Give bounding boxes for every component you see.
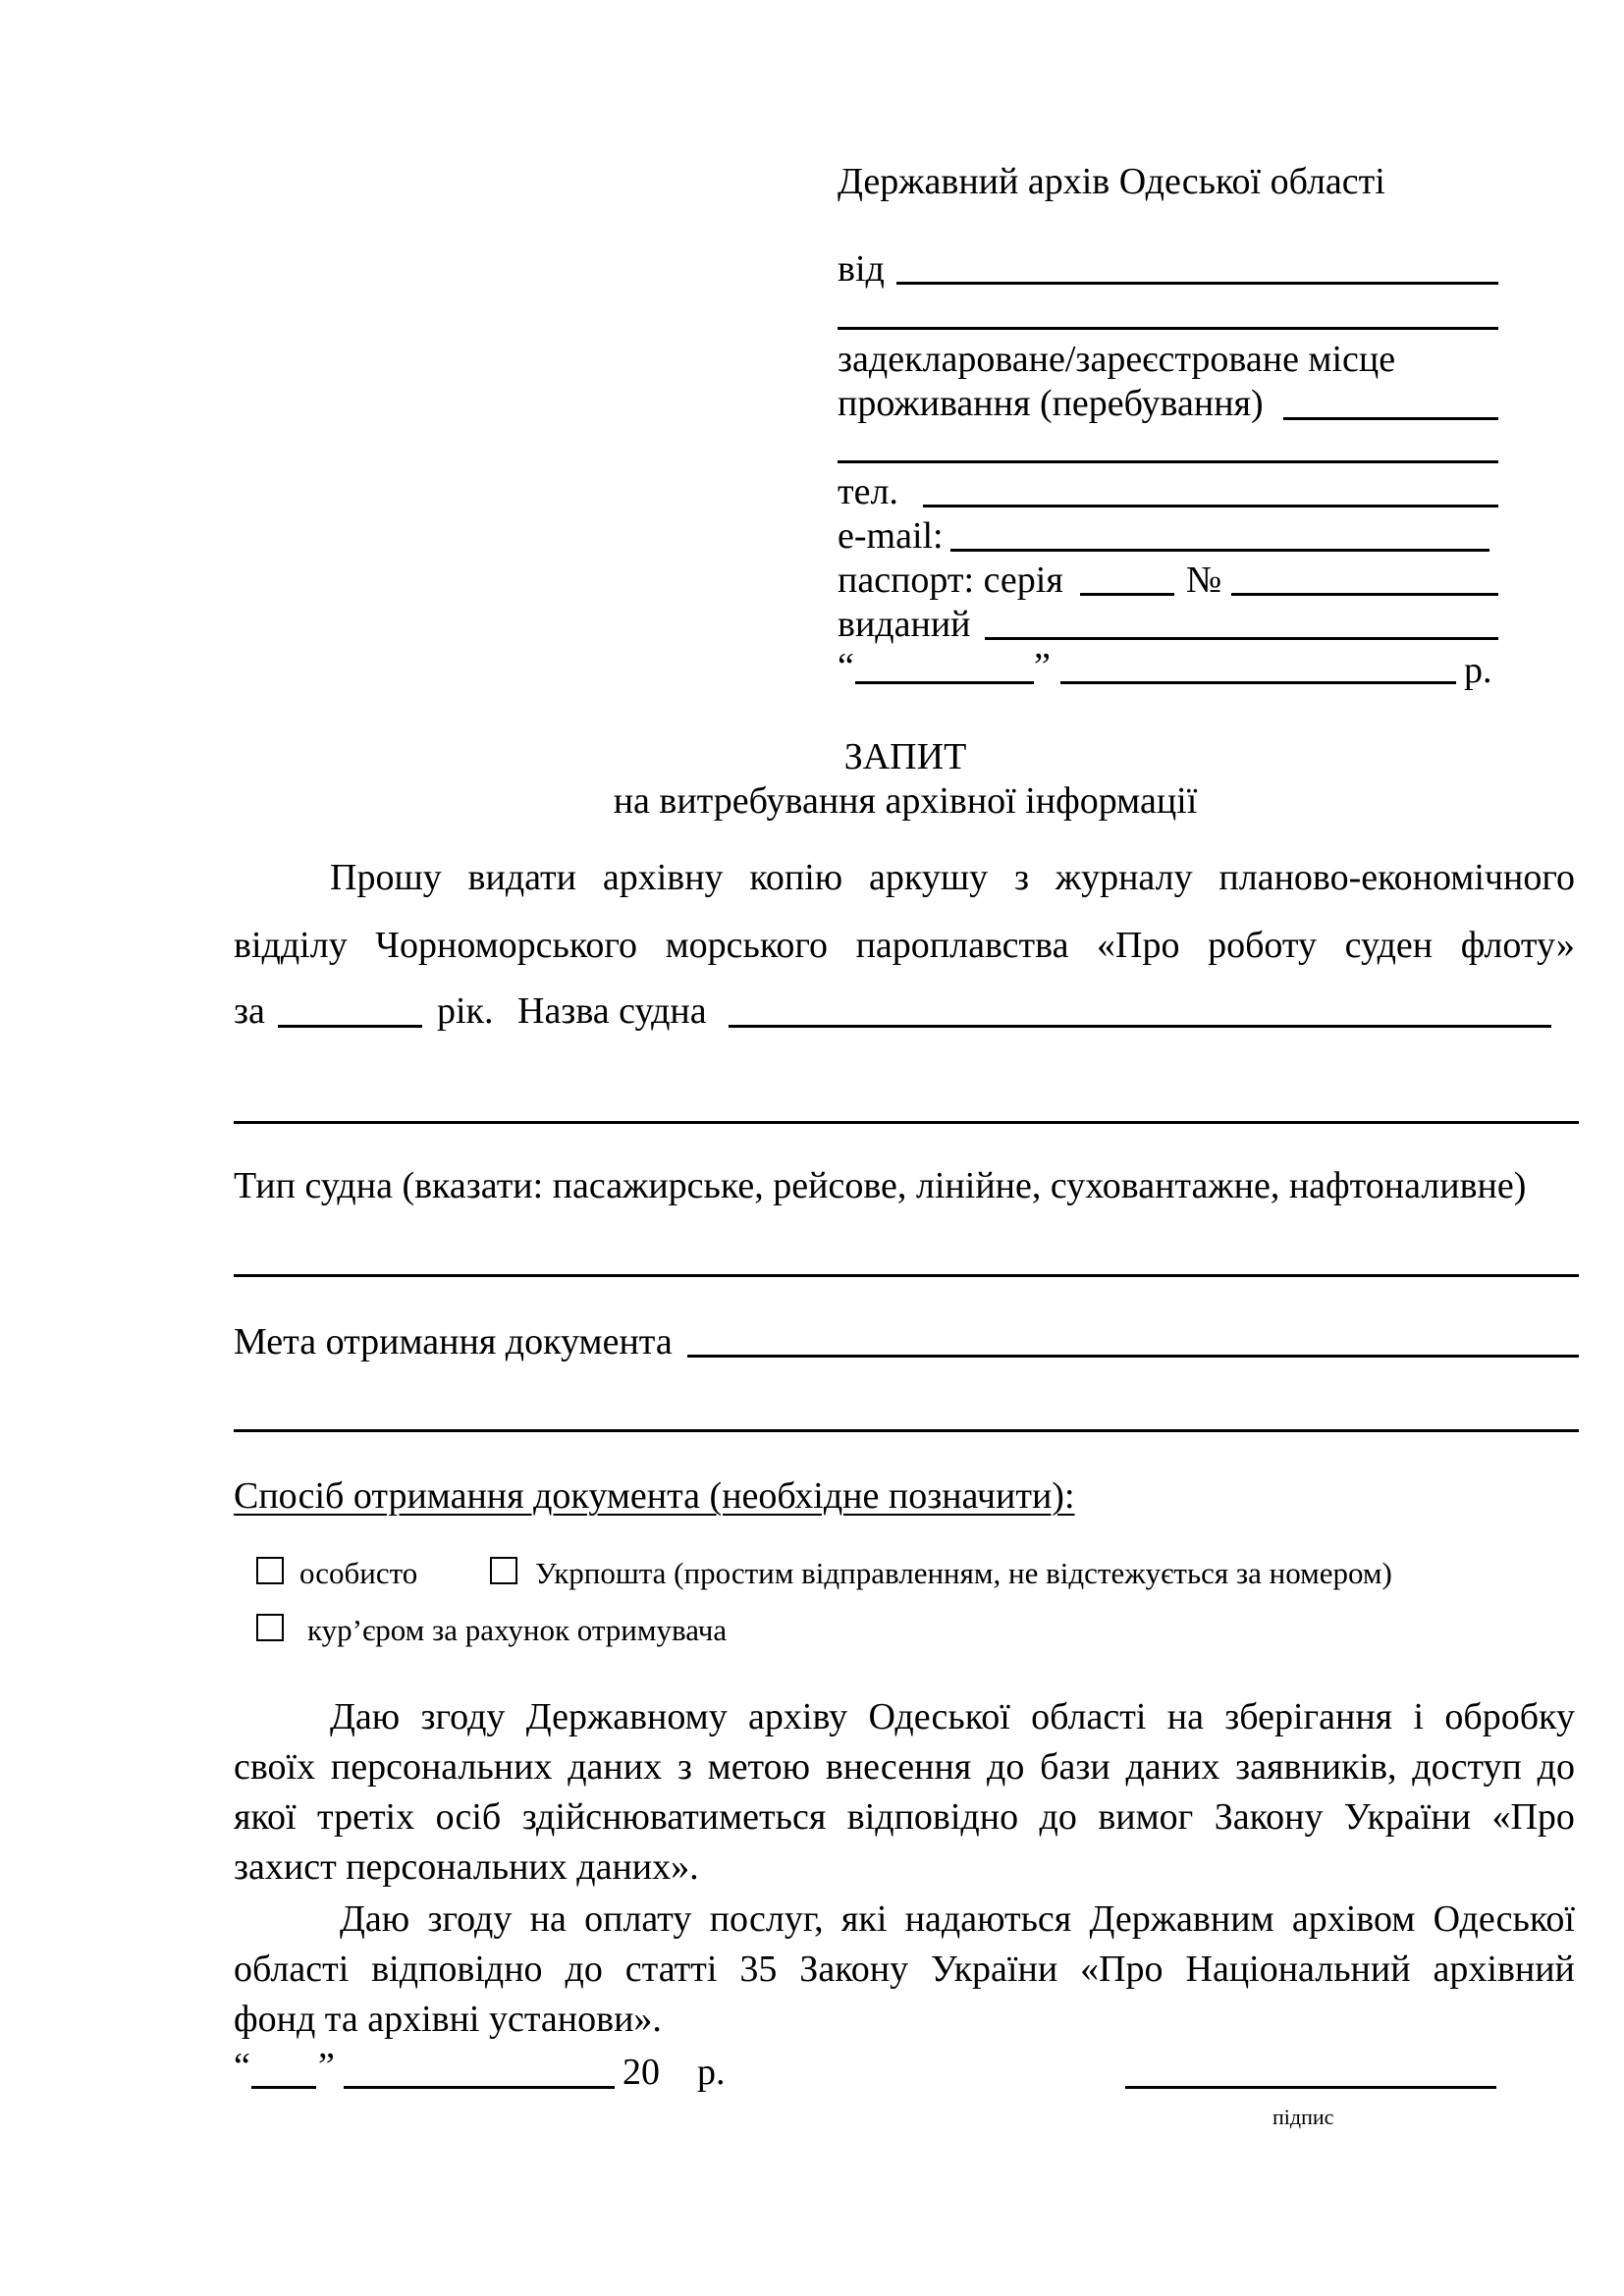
checkbox-courier[interactable] [256,1614,284,1641]
purpose-field[interactable] [687,1355,1579,1358]
consent-p1-line-4: захист персональних даних». [234,1846,699,1888]
footer-year-prefix: 20 [623,2052,660,2093]
email-field[interactable] [950,549,1489,552]
ship-name-field-continued[interactable] [234,1121,1579,1124]
footer-month-field[interactable] [344,2086,615,2089]
year-field[interactable] [278,1025,422,1028]
issued-date-field[interactable] [1060,681,1456,684]
ship-type-label: Тип судна (вказати: пасажирське, рейсове, лінійне, суховантажне, нафтоналивне) [234,1165,1527,1206]
option-courier-label: кур’єром за рахунок отримувача [307,1613,728,1647]
ship-name-field[interactable] [729,1025,1551,1028]
residence-label-line2: проживання (перебування) [838,383,1264,424]
from-field[interactable] [896,282,1498,285]
open-quote: “ [838,646,854,687]
ship-name-label: Назва судна [517,990,707,1032]
consent-p1-line-2: своїх персональних даних з метою внесення до бази даних заявників, доступ до [234,1746,1575,1788]
residence-field-continued[interactable] [838,460,1498,463]
residence-label-line1: задеклароване/зареєстроване місце [838,339,1396,380]
residence-field[interactable] [1283,417,1498,420]
footer-year-suffix: р. [697,2052,726,2093]
delivery-heading: Спосіб отримання документа (необхідне позначити): [234,1475,1075,1517]
email-label: e-mail: [838,515,944,557]
option-ukrposhta-label: Укрпошта (простим відправленням, не відстежується за номером) [535,1556,1392,1590]
year-label: рік. [437,990,494,1032]
checkbox-in-person[interactable] [256,1557,284,1584]
from-label: від [838,248,885,290]
option-in-person-label: особисто [299,1556,418,1590]
close-quote: ” [1034,646,1051,687]
number-sign: № [1186,560,1222,601]
issued-day-field[interactable] [855,681,1034,684]
footer-open-quote: “ [234,2046,250,2087]
ship-type-field[interactable] [234,1274,1579,1277]
footer-close-quote: ” [318,2046,335,2087]
document-title: ЗАПИТ [843,736,967,777]
issued-field[interactable] [985,637,1498,640]
phone-field[interactable] [923,505,1498,507]
issued-label: виданий [838,604,971,645]
purpose-label: Мета отримання документа [234,1321,673,1362]
request-line-1: Прошу видати архівну копію аркушу з журналу планово-економічного [330,857,1575,898]
checkbox-ukrposhta[interactable] [490,1557,517,1584]
purpose-field-continued[interactable] [234,1429,1579,1432]
passport-number-field[interactable] [1231,593,1498,596]
from-field-continued[interactable] [838,327,1498,330]
consent-p2-line-2: області відповідно до статті 35 Закону України «Про Національний архівний [234,1949,1575,1990]
for-label: за [234,990,265,1032]
consent-p2-line-3: фонд та архівні установи». [234,1999,662,2040]
passport-series-field[interactable] [1080,593,1174,596]
consent-p1-line-1: Даю згоду Державному архіву Одеської області на зберігання і обробку [330,1696,1575,1737]
document-subtitle: на витребування архівної інформації [613,780,1198,822]
year-suffix: р. [1464,650,1492,691]
signature-field[interactable] [1125,2086,1496,2089]
consent-p1-line-3: якої третіх осіб здійснюватиметься відповідно до вимог Закону України «Про [234,1796,1575,1838]
phone-label: тел. [838,471,898,512]
request-line-2: відділу Чорноморського морського пароплавства «Про роботу суден флоту» [234,925,1575,966]
footer-day-field[interactable] [251,2086,316,2089]
signature-label: підпис [1272,2105,1334,2129]
passport-label: паспорт: серія [838,560,1063,601]
consent-p2-line-1: Даю згоду на оплату послуг, які надаються Державним архівом Одеської [340,1898,1575,1940]
archive-name: Державний архів Одеської області [838,161,1385,202]
